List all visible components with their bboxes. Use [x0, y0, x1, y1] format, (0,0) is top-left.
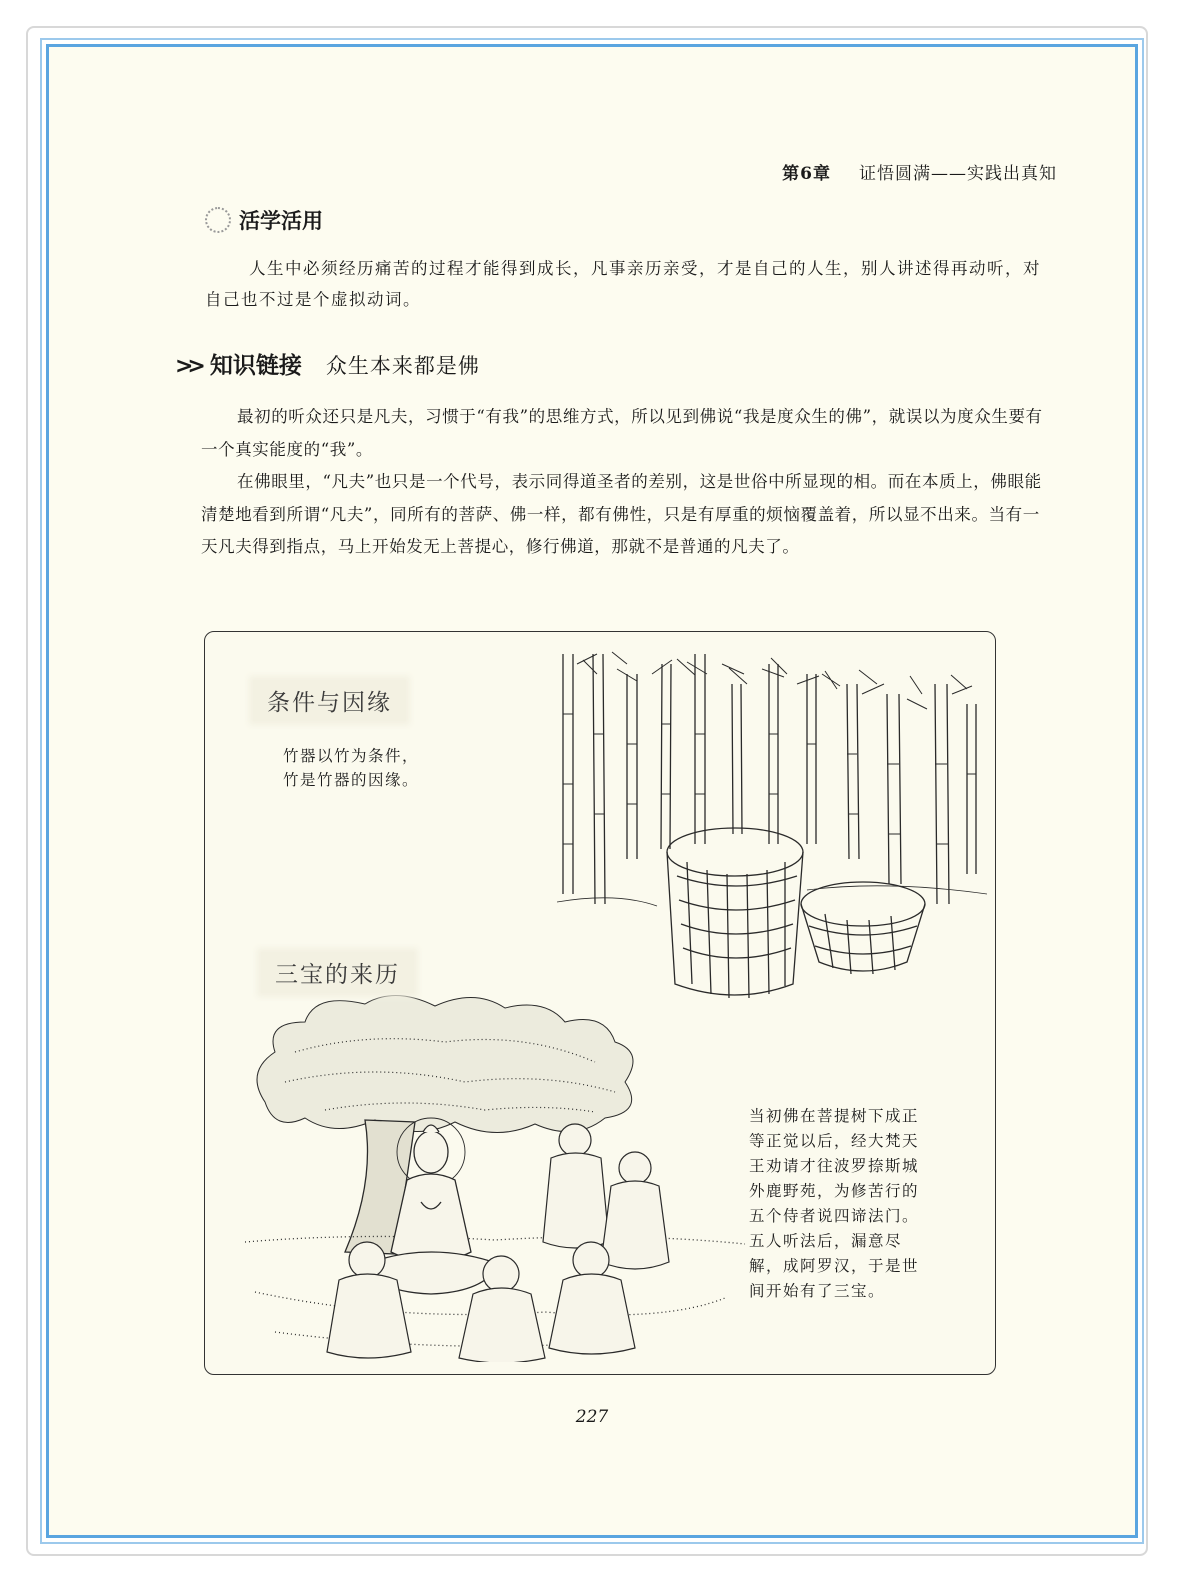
section-link-subheading: 众生本来都是佛 [325, 354, 480, 378]
dotted-circle-icon [205, 207, 231, 233]
bamboo-leaves [577, 652, 972, 709]
illustration-panel [204, 631, 996, 1375]
chapter-title: 证悟圆满——实践出真知 [859, 164, 1057, 184]
section-link-body [201, 401, 1053, 564]
double-chevron-icon: >> [175, 354, 200, 379]
running-header [782, 159, 1057, 184]
page-number: 227 [575, 1407, 609, 1427]
bodhi-tree-canopy [257, 995, 633, 1132]
body-paragraph-1: 最初的听众还只是凡夫，习惯于“有我”的思维方式，所以见到佛说“我是度众生的佛”，就误以为度众生要有一个真实能度的“我”。 [201, 407, 1043, 459]
caption-title-conditions: 条件与因缘 [253, 680, 406, 721]
caption-text-three-jewels: 当初佛在菩提树下成正 等正觉以后，经大梵天 王劝请才往波罗捺斯城 外鹿野苑，为修苦行的 五个侍者说四谛法门。 五人听法后，漏意尽 解，成阿罗汉，于是世 间开始有了三宝。 [749, 1107, 920, 1300]
caption-text-conditions: 竹器以竹为条件， 竹是竹器的因缘。 [283, 747, 420, 789]
section-apply-paragraph: 人生中必须经历痛苦的过程才能得到成长，凡事亲历亲受，才是自己的人生，别人讲述得再动听，对自己也不过是个虚拟动词。 [205, 259, 1041, 309]
baskets [667, 828, 925, 998]
section-link-heading-row [175, 347, 480, 380]
body-paragraph-2: 在佛眼里，“凡夫”也只是一个代号，表示同得道圣者的差别，这是世俗中所显现的相。而在本质上，佛眼能清楚地看到所谓“凡夫”，同所有的菩萨、佛一样，都有佛性，只是有厚重的烦恼覆盖着，所以显不出来。当有一天凡夫得到指点，马上开始发无上菩提心，修行佛道，那就不是普通的凡夫了。 [201, 472, 1042, 556]
bamboo-stalks [563, 654, 976, 904]
caption-title-three-jewels: 三宝的来历 [261, 952, 414, 993]
section-apply-heading: 活学活用 [239, 208, 323, 233]
book-page [46, 44, 1138, 1538]
buddha-teaching-illustration [245, 992, 745, 1362]
chapter-number: 第6章 [782, 164, 831, 184]
bamboo-basket-illustration [557, 644, 987, 1004]
section-link-heading: 知识链接 [209, 353, 302, 379]
section-apply-heading-row [205, 205, 323, 235]
